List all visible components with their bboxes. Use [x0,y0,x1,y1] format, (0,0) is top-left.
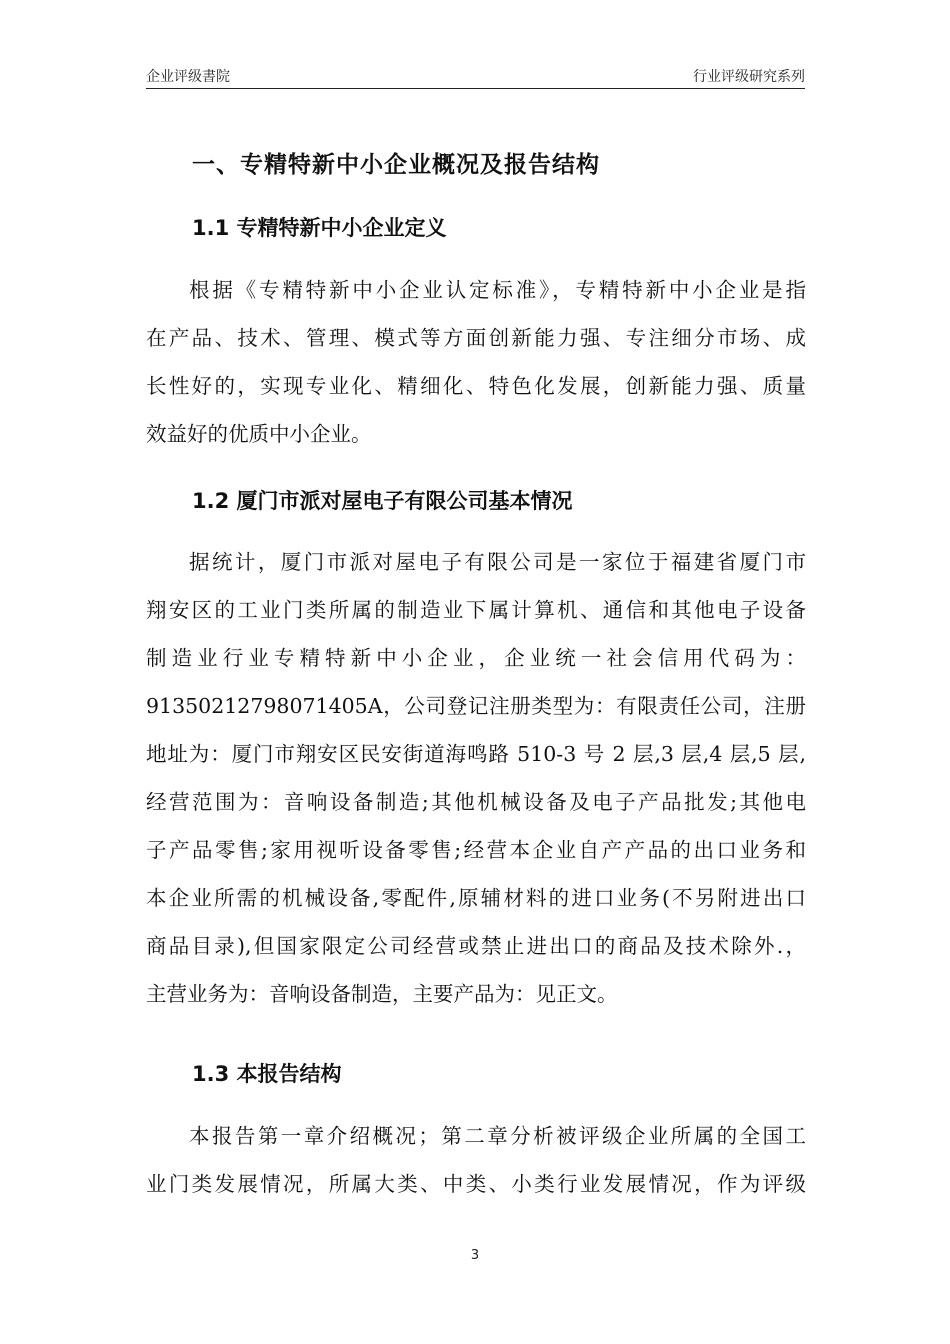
paragraph-line: 本企业所需的机械设备,零配件,原辅材料的进口业务(不另附进出口 [146,886,806,910]
paragraph-line: 在产品、技术、管理、模式等方面创新能力强、专注细分市场、成 [146,326,806,350]
paragraph-line: 业门类发展情况，所属大类、中类、小类行业发展情况，作为评级 [146,1172,806,1196]
paragraph-line: 子产品零售;家用视听设备零售;经营本企业自产产品的出口业务和 [146,838,806,862]
paragraph-definition [146,266,806,458]
page-header [146,66,805,89]
section-title: 一、专精特新中小企业概况及报告结构 [192,152,600,178]
paragraph-line: 地址为：厦门市翔安区民安街道海鸣路 510-3 号 2 层,3 层,4 层,5 层, [146,742,806,766]
paragraph-line: 制造业行业专精特新中小企业，企业统一社会信用代码为： [146,646,806,670]
header-left-text: 企业评级書院 [146,69,230,85]
paragraph-company-info [146,538,806,1018]
paragraph-report-structure [146,1112,806,1208]
paragraph-line: 长性好的，实现专业化、精细化、特色化发展，创新能力强、质量 [146,374,806,398]
paragraph-line: 91350212798071405A，公司登记注册类型为：有限责任公司，注册 [146,694,806,718]
subsection-heading-1-3: 1.3 本报告结构 [192,1062,342,1086]
paragraph-line: 翔安区的工业门类所属的制造业下属计算机、通信和其他电子设备 [146,598,806,622]
paragraph-line: 据统计，厦门市派对屋电子有限公司是一家位于福建省厦门市 [189,550,806,574]
subsection-heading-1-2: 1.2 厦门市派对屋电子有限公司基本情况 [192,489,573,513]
paragraph-line: 商品目录),但国家限定公司经营或禁止进出口的商品及技术除外.， [146,934,806,958]
paragraph-line: 本报告第一章介绍概况；第二章分析被评级企业所属的全国工 [189,1124,806,1148]
paragraph-line: 效益好的优质中小企业。 [146,422,372,446]
paragraph-line: 根据《专精特新中小企业认定标准》，专精特新中小企业是指 [189,278,806,302]
subsection-heading-1-1: 1.1 专精特新中小企业定义 [192,216,447,240]
page-number: 3 [470,1248,480,1263]
paragraph-line: 经营范围为：音响设备制造;其他机械设备及电子产品批发;其他电 [146,790,806,814]
header-right-text: 行业评级研究系列 [693,69,805,85]
paragraph-line: 主营业务为：音响设备制造，主要产品为：见正文。 [146,982,618,1006]
